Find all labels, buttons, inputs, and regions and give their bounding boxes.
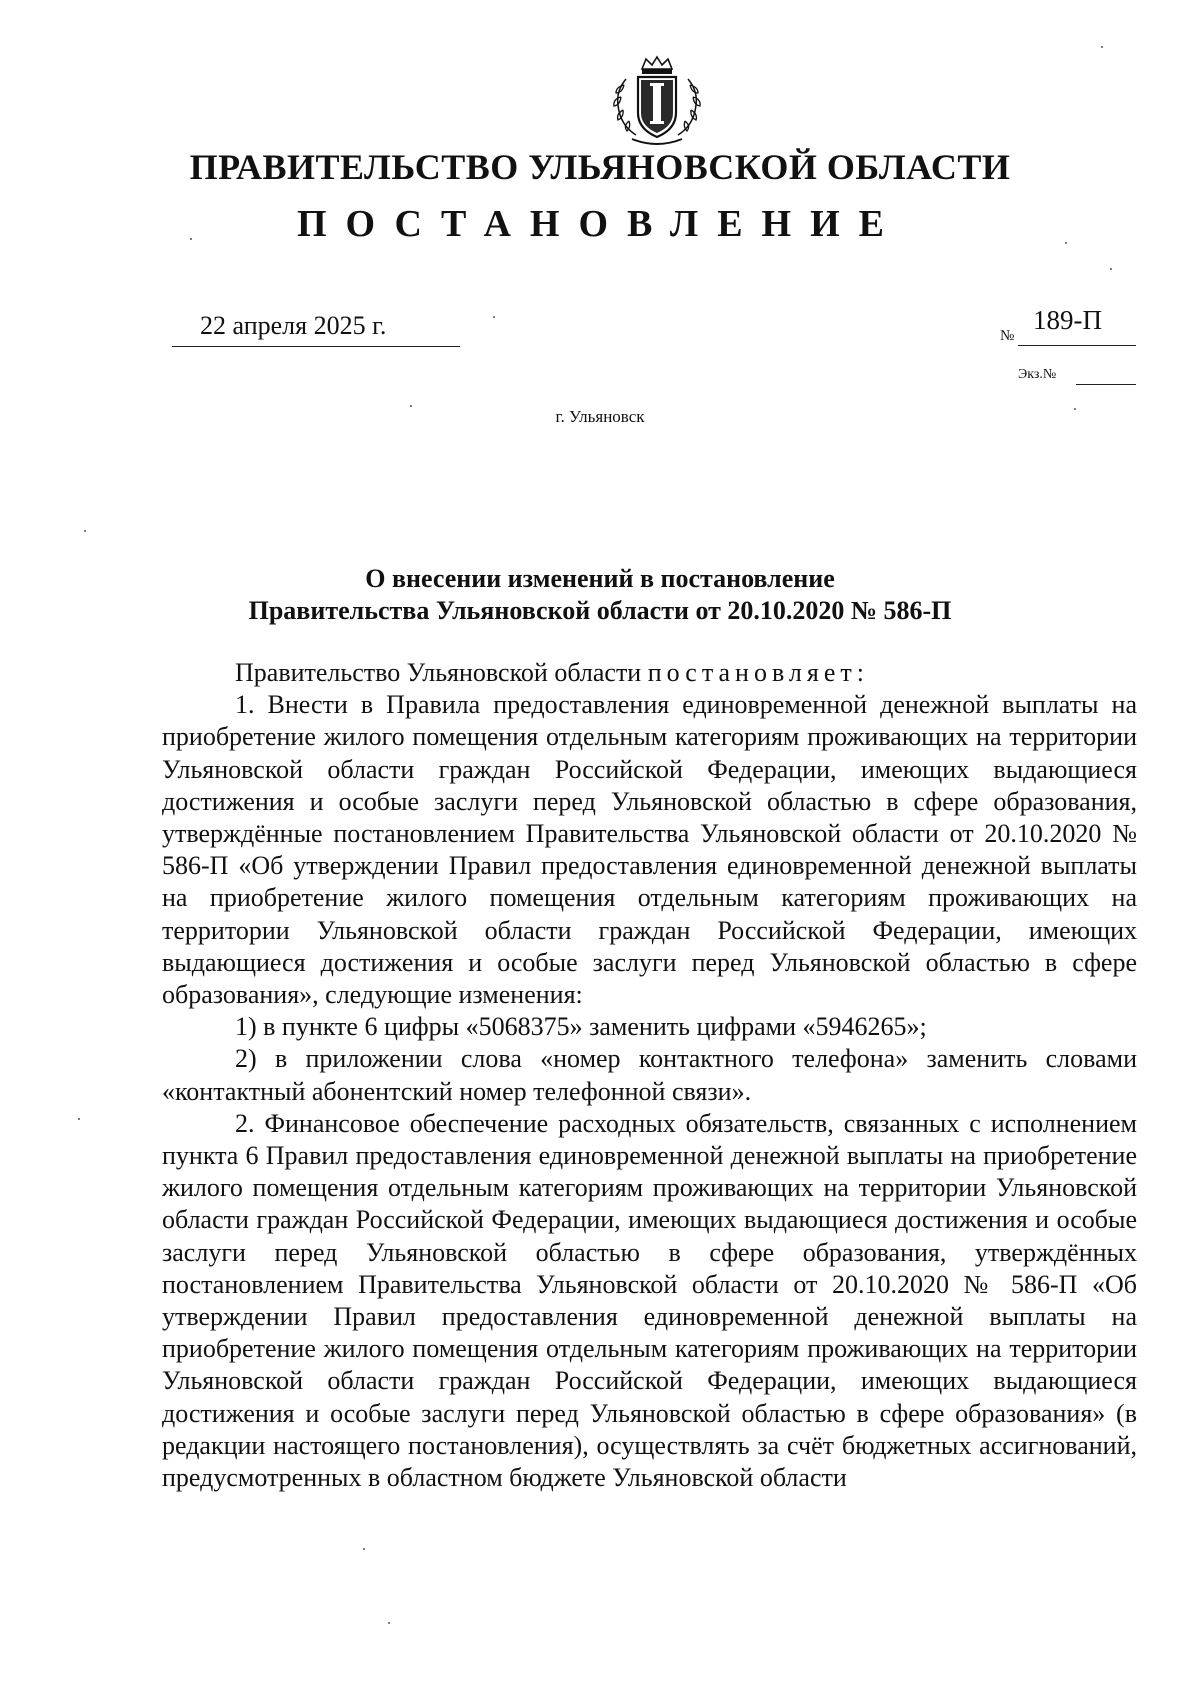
item-1-subitem-1: 1) в пункте 6 цифры «5068375» заменить цифрами «5946265»; [235, 1012, 927, 1042]
scan-speck [1101, 46, 1103, 48]
scan-speck [78, 1118, 80, 1120]
document-body [162, 657, 1137, 1494]
date-underline [172, 346, 460, 347]
document-subject [0, 563, 1200, 627]
copy-number-underline [1076, 384, 1136, 385]
scan-speck [388, 1622, 390, 1624]
document-kind-title: ПОСТАНОВЛЕНИЕ [296, 203, 904, 245]
item-1-paragraph: 1. Внести в Правила предоставления единовременной денежной выплаты на приобретение жилого помещения отдельным категориям проживающих на территории Ульяновской области граждан Российской Федерации, имеющих выдающиеся достижения и особые заслуги перед Ульяновской областью в сфере образования, утверждённые постановлением Правительства Ульяновской области от 20.10.2020 № 586-П «Об утверждении Правил предоставления единовременной денежной выплаты на приобретение жилого помещения отдельным категориям проживающих на территории Ульяновской области граждан Российской Федерации, имеющих выдающиеся достижения и особые заслуги перед Ульяновской областью в сфере образования», следующие изменения: [162, 690, 1137, 1010]
government-title: ПРАВИТЕЛЬСТВО УЛЬЯНОВСКОЙ ОБЛАСТИ [189, 147, 1011, 187]
copy-number-label: Экз.№ [1018, 367, 1057, 382]
document-number: 189-П [1033, 305, 1102, 335]
intro-verb: постановляет: [647, 658, 869, 687]
subject-line-1: О внесении изменений в постановление [365, 564, 835, 593]
scan-speck [493, 316, 495, 318]
scan-speck [1110, 268, 1112, 270]
scan-speck [1074, 408, 1076, 410]
scan-speck [410, 405, 412, 407]
scan-speck [1065, 242, 1067, 244]
scan-speck [190, 238, 192, 240]
subject-line-2: Правительства Ульяновской области от 20.10.2020 № 586-П [248, 596, 952, 625]
coat-of-arms-icon [602, 55, 712, 150]
scan-speck [363, 1548, 365, 1550]
intro-paragraph [162, 657, 1137, 689]
document-city: г. Ульяновск [555, 407, 645, 426]
intro-prefix: Правительство Ульяновской области [235, 658, 642, 687]
item-2-paragraph: 2. Финансовое обеспечение расходных обязательств, связанных с исполнением пункта 6 Правил предоставления единовременной денежной выплаты на приобретение жилого помещения отдельным категориям проживающих на территории Ульяновской области граждан Российской Федерации, имеющих выдающиеся достижения и особые заслуги перед Ульяновской областью в сфере образования, утверждённых постановлением Правительства Ульяновской области от 20.10.2020 № 586-П «Об утверждении Правил предоставления единовременной денежной выплаты на приобретение жилого помещения отдельным категориям проживающих на территории Ульяновской области граждан Российской Федерации, имеющих выдающиеся достижения и особые заслуги перед Ульяновской областью в сфере образования» (в редакции настоящего постановления), осуществлять за счёт бюджетных ассигнований, предусмотренных в областном бюджете Ульяновской области [162, 1108, 1137, 1493]
item-1-subitem-2: 2) в приложении слова «номер контактного телефона» заменить словами «контактный абонентский номер телефонной связи». [162, 1044, 1137, 1106]
number-underline [1018, 345, 1136, 346]
scan-speck [84, 530, 86, 532]
document-date: 22 апреля 2025 г. [200, 311, 387, 340]
number-sign: № [1000, 328, 1015, 344]
